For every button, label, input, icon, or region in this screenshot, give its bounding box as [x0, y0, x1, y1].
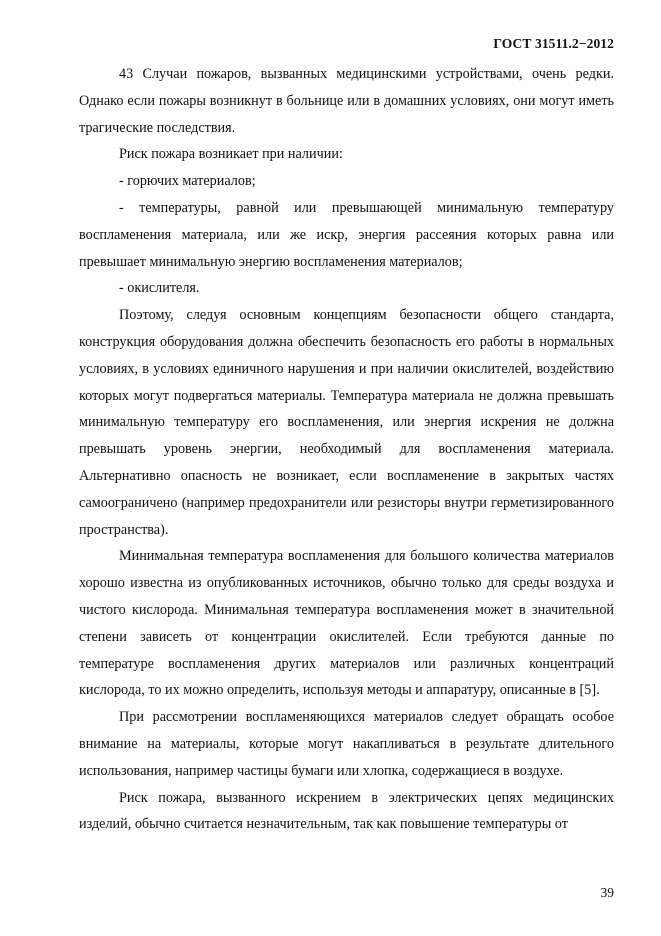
page-number: 39	[600, 885, 614, 900]
paragraph-fire-risk-conditions: Риск пожара возникает при наличии:	[119, 146, 343, 163]
document-code-header: ГОСТ 31511.2−2012	[493, 36, 614, 51]
paragraph-safety-concepts: Поэтому, следуя основным концепциям безопасности общего стандарта, конструкция оборудования должна обеспечить безопасность его работы в нормальных условиях, в условиях единичного нарушения и при наличии окислителей, воздействию которых могут подвергаться материалы. Температура материала не должна превышать минимальную температуру его воспламенения, или энергия искрения не должна превышать уровень энергии, необходимый для воспламенения материала. Альтернативно опасность не возникает, если воспламенение в закрытых частях самоограничено (например предохранители или резисторы внутри герметизированного пространства).	[79, 307, 614, 538]
paragraph-sparking-risk: Риск пожара, вызванного искрением в электрических цепях медицинских изделий, обычно считается незначительным, так как повышение температуры от	[79, 789, 614, 833]
list-item-oxidizer: - окислителя.	[119, 280, 200, 297]
paragraph-accumulating-materials: При рассмотрении воспламеняющихся материалов следует обращать особое внимание на материалы, которые могут накапливаться в результате длительного использования, например частицы бумаги или хлопка, содержащиеся в воздухе.	[79, 709, 614, 779]
paragraph-43-intro: 43 Случаи пожаров, вызванных медицинскими устройствами, очень редки. Однако если пожары возникнут в больнице или в домашних условиях, они могут иметь трагические последствия.	[79, 66, 614, 136]
list-item-combustible-materials: - горючих материалов;	[119, 173, 256, 190]
body-text	[79, 61, 614, 838]
paragraph-min-ignition-temperature: Минимальная температура воспламенения для большого количества материалов хорошо известна из опубликованных источников, обычно только для среды воздуха и чистого кислорода. Минимальная температура воспламенения может в значительной степени зависеть от концентрации окислителей. Если требуются данные по температуре воспламенения других материалов или различных концентраций кислорода, то их можно определить, используя методы и аппаратуру, описанные в [5].	[79, 548, 614, 699]
list-item-ignition-temperature: - температуры, равной или превышающей минимальную температуру воспламенения материала, или же искр, энергия рассеяния которых равна или превышает минимальную энергию воспламенения материалов;	[79, 199, 614, 270]
